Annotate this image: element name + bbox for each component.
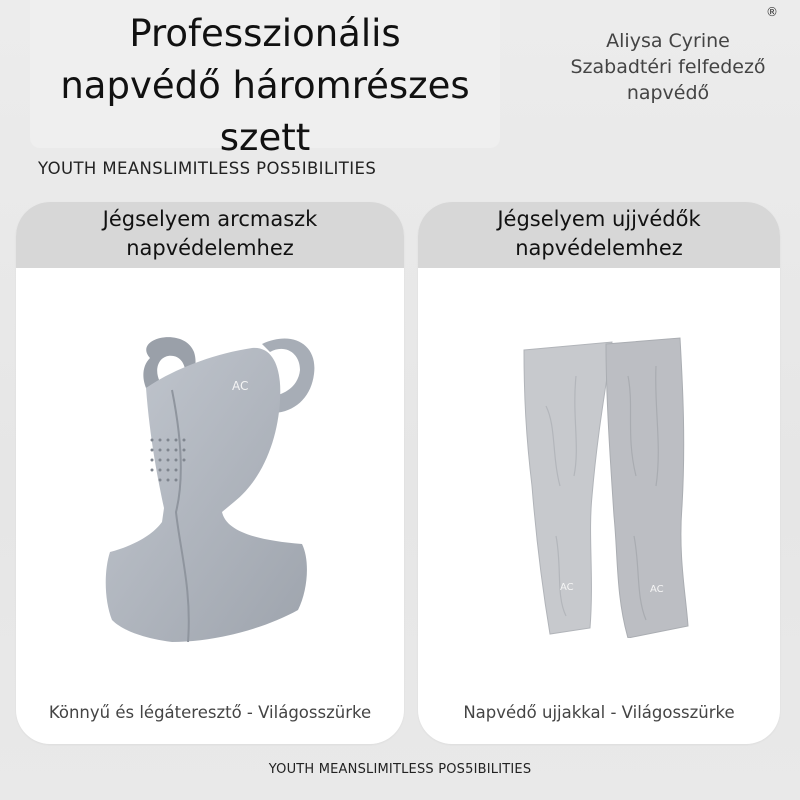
card-caption: Napvédő ujjakkal - Világosszürke [463,703,735,722]
card-header [16,202,404,268]
card-header [418,202,780,268]
product-card-face-mask[interactable] [16,202,404,744]
brand-category: napvédő [626,82,710,104]
face-mask-image [102,330,322,642]
slogan-top: YOUTH MEANSLIMITLESS POS5IBILITIES [38,159,377,178]
sleeve-logo-left: AC [560,582,574,593]
page-title [40,8,490,164]
arm-sleeves-image [516,336,696,638]
card-title-line-2: napvédelemhez [126,236,294,260]
card-caption: Könnyű és légáteresztő - Világosszürke [48,703,372,722]
registered-mark: ® [766,5,778,19]
slogan-bottom: YOUTH MEANSLIMITLESS POS5IBILITIES [268,762,532,777]
product-card-arm-sleeves[interactable] [418,202,780,744]
title-line-2: napvédő háromrészes [60,64,470,107]
brand-name: Aliysa Cyrine [606,30,730,52]
sleeve-logo-right: AC [650,584,664,595]
brand-tagline: Szabadtéri felfedező [570,56,766,78]
card-title-line-1: Jégselyem ujjvédők [497,207,701,231]
card-title-line-1: Jégselyem arcmaszk [102,207,318,231]
brand-block [560,28,776,106]
mask-logo: AC [232,379,249,393]
card-title-line-2: napvédelemhez [515,236,683,260]
title-line-1: Professzionális [129,12,401,55]
title-line-3: szett [219,116,311,159]
